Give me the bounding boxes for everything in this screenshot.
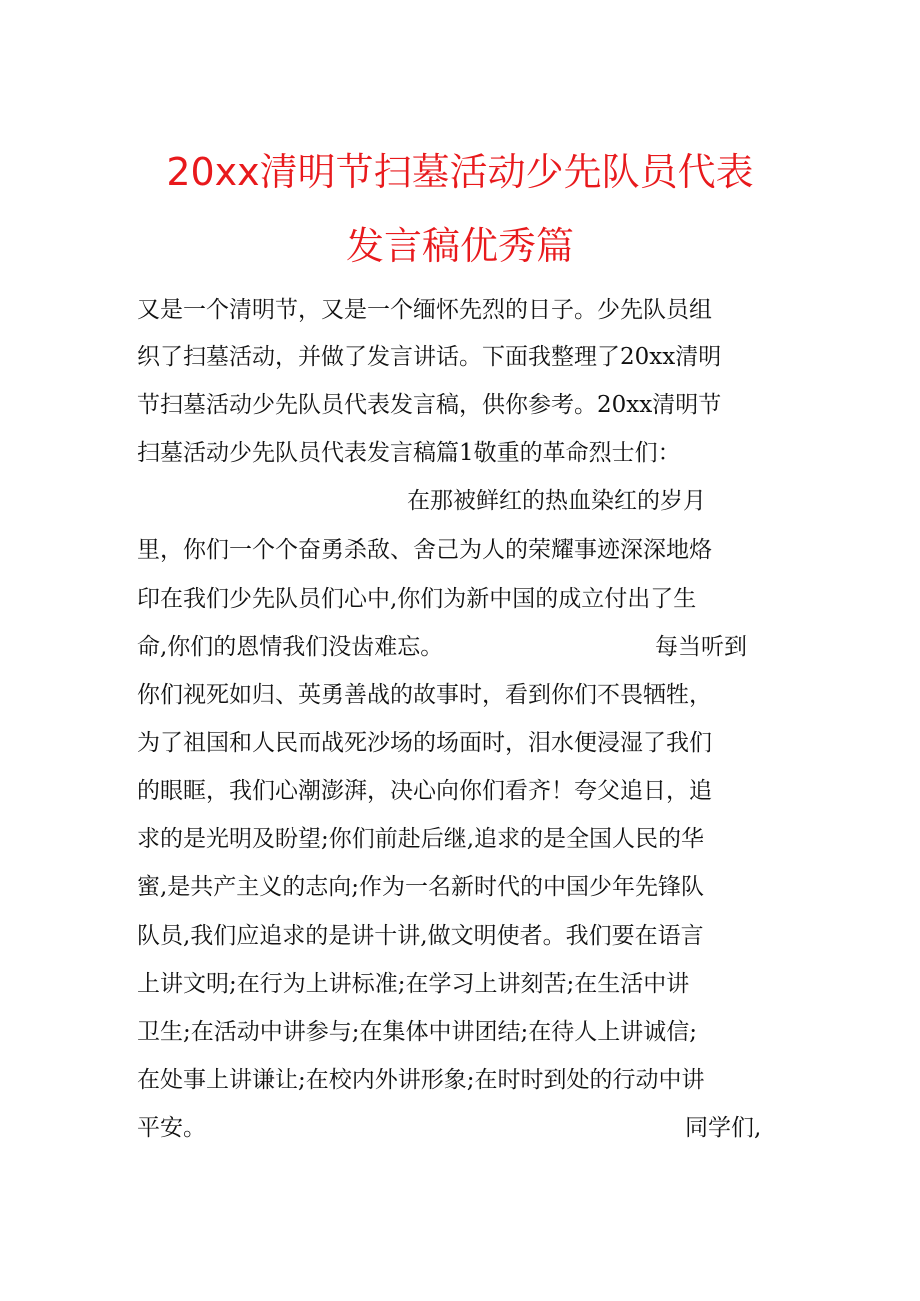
body-line: 在那被鲜红的热血染红的岁月 [407, 488, 706, 514]
body-line: 蜜,是共产主义的志向;作为一名新时代的中国少年先锋队 [137, 874, 705, 900]
document-title-line-1: 20xx清明节扫墓活动少先队员代表 [166, 150, 754, 194]
body-line: 节扫墓活动少先队员代表发言稿，供你参考。20xx清明节 [137, 392, 722, 418]
body-line: 平安。 [137, 1115, 206, 1141]
body-line: 在处事上讲谦让;在校内外讲形象;在时时到处的行动中讲 [137, 1067, 705, 1093]
body-line: 你们视死如归、英勇善战的故事时，看到你们不畏牺牲， [137, 682, 712, 708]
body-line: 里，你们一个个奋勇杀敌、舍己为人的荣耀事迹深深地烙 [137, 537, 712, 563]
body-line: 的眼眶，我们心潮澎湃，决心向你们看齐！夸父追日，追 [137, 778, 712, 804]
body-line: 印在我们少先队员们心中,你们为新中国的成立付出了生 [137, 586, 697, 612]
document-title-line-2: 发言稿优秀篇 [345, 224, 574, 268]
body-line: 织了扫墓活动，并做了发言讲话。下面我整理了20xx清明 [137, 344, 722, 370]
body-line: 又是一个清明节，又是一个缅怀先烈的日子。少先队员组 [137, 297, 712, 323]
body-line: 队员,我们应追求的是讲十讲,做文明使者。我们要在语言 [137, 923, 704, 949]
body-line: 求的是光明及盼望;你们前赴后继,追求的是全国人民的华 [137, 826, 705, 852]
body-line: 扫墓活动少先队员代表发言稿篇1敬重的革命烈士们： [137, 440, 681, 466]
body-line: 为了祖国和人民而战死沙场的场面时，泪水便浸湿了我们 [137, 730, 712, 756]
body-line: 同学们, [685, 1115, 762, 1141]
body-line: 命,你们的恩情我们没齿难忘。 [137, 634, 444, 660]
body-line: 上讲文明;在行为上讲标准;在学习上讲刻苦;在生活中讲 [137, 971, 690, 997]
body-line: 每当听到 [655, 634, 747, 660]
body-line: 卫生;在活动中讲参与;在集体中讲团结;在待人上讲诚信; [137, 1019, 697, 1045]
